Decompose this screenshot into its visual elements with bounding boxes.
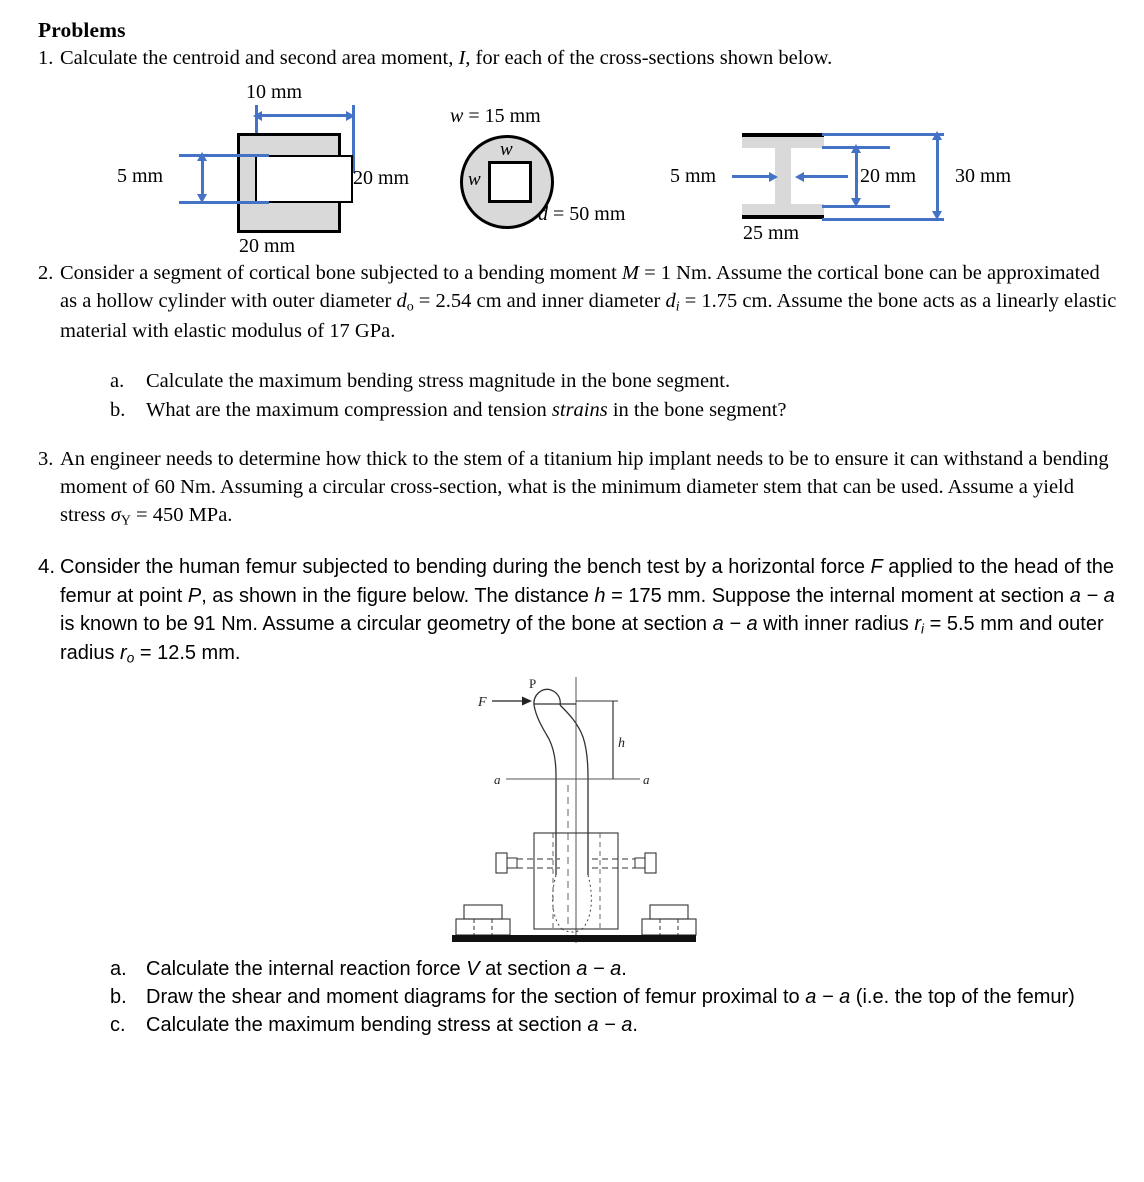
bolt-right-shank-collar — [635, 858, 645, 868]
circle-d-value: = 50 mm — [548, 203, 626, 226]
problem-1-text — [60, 45, 1120, 73]
femur-point-label: P — [529, 676, 537, 692]
problem-4-item-a — [110, 956, 1120, 984]
problem-4-item-c-t1: Calculate the maximum bending stress at section — [146, 1013, 588, 1036]
ibeam-outer-ext-top — [822, 133, 944, 136]
problem-4-item-c — [110, 1012, 1120, 1040]
problem-2-item-a — [110, 367, 1120, 395]
femur-condyle-left-dotted — [553, 875, 562, 929]
problem-4-number: 4. — [38, 555, 56, 579]
symbol-d-outer: d — [396, 290, 407, 313]
problem-2-item-b-text-1: What are the maximum compression and tension — [146, 398, 552, 421]
problem-1-text-part2: , for each of the cross-sections shown below. — [465, 47, 833, 70]
femur-shaft-right-outline — [560, 705, 588, 875]
circle-diameter-label — [538, 203, 625, 226]
cross-section-figures — [30, 83, 1120, 258]
ibeam-inner-dim-label: 20 mm — [860, 165, 917, 188]
femur-bench-test-diagram — [450, 675, 700, 950]
problem-2-line3-b: = 1.75 cm. Assume the bone acts as a linearly elastic material with elastic modulus of 17 GPa. — [60, 290, 1117, 342]
square-left-dim-line — [201, 159, 204, 197]
symbol-h: h — [594, 584, 606, 607]
problem-3-line3-b: = 450 MPa. — [130, 503, 233, 526]
circle-inner-top-symbol: w — [500, 139, 513, 161]
symbol-M: M — [621, 262, 639, 285]
problem-4-item-a-text — [146, 956, 1120, 984]
square-inner-hole — [255, 155, 353, 203]
force-arrow-head-icon — [522, 697, 532, 706]
circle-inner-left-label — [468, 169, 481, 191]
figure-hollow-square — [117, 81, 420, 258]
femur-condyle-right-dotted — [582, 875, 591, 929]
femur-height-label: h — [618, 736, 625, 752]
section-label-aa-2: a − a — [712, 612, 758, 635]
ibeam-inner-dim-line — [855, 151, 858, 201]
femur-diagram-svg — [450, 675, 700, 950]
problem-2-item-b-text-2: in the bone segment? — [607, 398, 787, 421]
circle-inner-square-hole — [488, 161, 532, 203]
circle-w-dim-label — [450, 105, 541, 128]
problem-2-text — [60, 260, 1120, 345]
problem-4-sublist — [110, 956, 1120, 1039]
ibeam-web-arrow-left-icon — [795, 172, 804, 182]
problem-2-line1-b: = 1 Nm. Assume the cortical — [638, 262, 879, 285]
problem-4-item-b-t2: (i.e. the — [850, 985, 923, 1008]
base-foot-right — [642, 905, 696, 935]
problem-2 — [30, 260, 1120, 345]
circle-d-symbol: d — [538, 203, 548, 226]
problem-4-line2-c: = — [605, 584, 623, 607]
ibeam-bottom-dim-label: 25 mm — [743, 222, 800, 245]
problem-4-item-c-t2: . — [632, 1013, 638, 1036]
problem-4-item-a-t3: . — [621, 958, 627, 981]
square-top-dim-label: 10 mm — [246, 81, 303, 104]
section-label-aa-3: a − a — [576, 958, 622, 981]
problem-2-line2-b: = 2.54 cm and inner diameter — [413, 290, 661, 313]
femur-shaft-left-outline — [534, 705, 556, 875]
problem-3-line3-a: minimum diameter stem that can be used. Assume a yield stress — [60, 475, 1074, 526]
problem-4-line4-a: geometry of the bone at section — [426, 612, 713, 635]
bolt-left-head — [496, 853, 507, 873]
figure-i-beam — [670, 83, 1090, 258]
problem-4-line4-c: = 5.5 mm and outer radius — [60, 612, 1104, 664]
bolt-left-shank-collar — [507, 858, 517, 868]
problem-2-item-b-label: b. — [110, 398, 126, 421]
ibeam-outer-dim-line — [936, 138, 939, 214]
circle-w-symbol: w — [450, 105, 464, 128]
ibeam-inner-arrow-down-icon — [851, 198, 861, 207]
circle-w-value: = 15 mm — [463, 105, 541, 128]
problem-4-item-c-text — [146, 1012, 1120, 1040]
femur-section-label-right: a — [643, 772, 650, 788]
ibeam-outer-arrow-down-icon — [932, 211, 942, 220]
ibeam-bottom-flange — [742, 204, 824, 219]
symbol-F: F — [870, 556, 883, 579]
square-left-arrow-down-icon — [197, 194, 207, 203]
bolt-right-head — [645, 853, 656, 873]
problem-3-line1: An engineer needs to determine how thick to the stem of a titanium hip implant needs to be to ensure — [60, 447, 889, 470]
problem-4-item-b-label: b. — [110, 985, 127, 1008]
problem-3-number: 3. — [38, 447, 54, 470]
symbol-I: I — [458, 47, 466, 70]
problem-4-line2-a: applied to the head of the femur at point — [60, 556, 1115, 607]
problem-3 — [30, 446, 1120, 531]
problem-2-line1-a: Consider a segment of cortical bone subjected to a bending moment — [60, 262, 622, 285]
symbol-V: V — [466, 958, 480, 981]
problem-2-item-a-text: Calculate the maximum bending stress magnitude in the bone segment. — [146, 370, 731, 393]
problem-4-line5: 12.5 mm. — [157, 641, 241, 664]
problem-2-item-a-label: a. — [110, 370, 125, 393]
problem-4 — [30, 553, 1120, 667]
femur-force-label: F — [478, 695, 487, 711]
problem-4-item-a-t2: at section — [479, 958, 577, 981]
square-left-arrow-up-icon — [197, 152, 207, 161]
section-label-aa-5: a − a — [587, 1013, 633, 1036]
subscript-i: i — [675, 299, 680, 315]
square-top-arrow-right-icon — [346, 111, 355, 121]
subscript-o: o — [406, 299, 414, 315]
problem-2-line2-a: bone can be approximated as a hollow cylinder with outer diameter — [60, 262, 1100, 313]
ibeam-web-arrow-right-icon — [769, 172, 778, 182]
problem-4-line3-a: 175 mm. Suppose the internal moment at section — [628, 584, 1070, 607]
circle-inner-top-label — [500, 139, 513, 161]
subscript-i-2: i — [921, 621, 925, 637]
square-top-dim-line — [260, 114, 348, 117]
emphasis-strains: strains — [551, 398, 608, 421]
problem-4-item-a-t1: Calculate the internal reaction force — [146, 958, 467, 981]
symbol-r-outer: r — [120, 641, 127, 664]
ibeam-inner-arrow-up-icon — [851, 144, 861, 153]
square-right-dim-label: 20 mm — [353, 167, 410, 190]
ibeam-web-dim-label: 5 mm — [670, 165, 717, 188]
femur-head-outline — [534, 690, 560, 706]
base-foot-left — [456, 905, 510, 935]
problem-4-line4-b: with inner radius — [757, 612, 915, 635]
section-label-aa-1: a − a — [1069, 584, 1115, 607]
problem-4-item-b-text — [146, 984, 1120, 1012]
problem-4-item-c-label: c. — [110, 1013, 126, 1036]
femur-section-label-left: a — [494, 772, 501, 788]
problem-2-item-b-text — [146, 396, 1120, 424]
square-left-dim-label: 5 mm — [117, 165, 164, 188]
problem-4-item-b-t1: Draw the shear and moment diagrams for the section of femur proximal to — [146, 985, 806, 1008]
square-top-arrow-left-icon — [253, 111, 262, 121]
problem-4-line4-d: = — [134, 641, 152, 664]
subscript-o-2: o — [126, 650, 135, 666]
ibeam-outer-ext-bottom — [822, 218, 944, 221]
problem-4-item-b — [110, 984, 1120, 1012]
problem-3-line2: it can withstand a bending moment of 60 Nm. Assuming a circular cross-section, what is the — [60, 447, 1109, 498]
symbol-r-inner: r — [914, 612, 922, 635]
ground-base-bar — [452, 935, 696, 942]
figure-circle-square-hole — [430, 83, 690, 258]
problem-4-item-a-label: a. — [110, 958, 127, 981]
ibeam-outer-arrow-up-icon — [932, 131, 942, 140]
subscript-Y: Y — [120, 513, 131, 529]
problem-2-number: 2. — [38, 262, 54, 285]
problem-1 — [30, 45, 1120, 73]
section-label-aa-4: a − a — [805, 985, 851, 1008]
ibeam-outer-dim-label: 30 mm — [955, 165, 1012, 188]
symbol-P: P — [187, 584, 202, 607]
circle-inner-left-symbol: w — [468, 169, 481, 191]
problem-1-text-part1: Calculate the centroid and second area moment, — [60, 47, 459, 70]
problem-4-line3-b: is known to be 91 Nm. Assume a circular — [60, 612, 422, 635]
problem-2-sublist — [110, 367, 1120, 424]
problem-4-item-b-line2: top of the femur) — [928, 985, 1075, 1008]
ibeam-web-dim-line-right — [804, 175, 848, 178]
problem-1-number: 1. — [38, 47, 54, 70]
problem-3-text — [60, 446, 1120, 531]
problem-4-line1-a: Consider the human femur subjected to bending during the bench test by a horizontal force — [60, 556, 871, 579]
square-left-ext-bottom — [179, 201, 269, 204]
page-title: Problems — [38, 18, 126, 42]
ibeam-web-dim-line-left — [732, 175, 770, 178]
symbol-sigma: σ — [110, 503, 121, 526]
symbol-d-inner: d — [665, 290, 676, 313]
problem-2-item-b — [110, 396, 1120, 424]
problem-4-line2-b: , as shown in the figure below. The distance — [201, 584, 595, 607]
ibeam-top-flange — [742, 133, 824, 148]
square-left-ext-top — [179, 154, 269, 157]
square-bottom-dim-label: 20 mm — [239, 235, 296, 258]
problem-4-text — [60, 553, 1120, 667]
